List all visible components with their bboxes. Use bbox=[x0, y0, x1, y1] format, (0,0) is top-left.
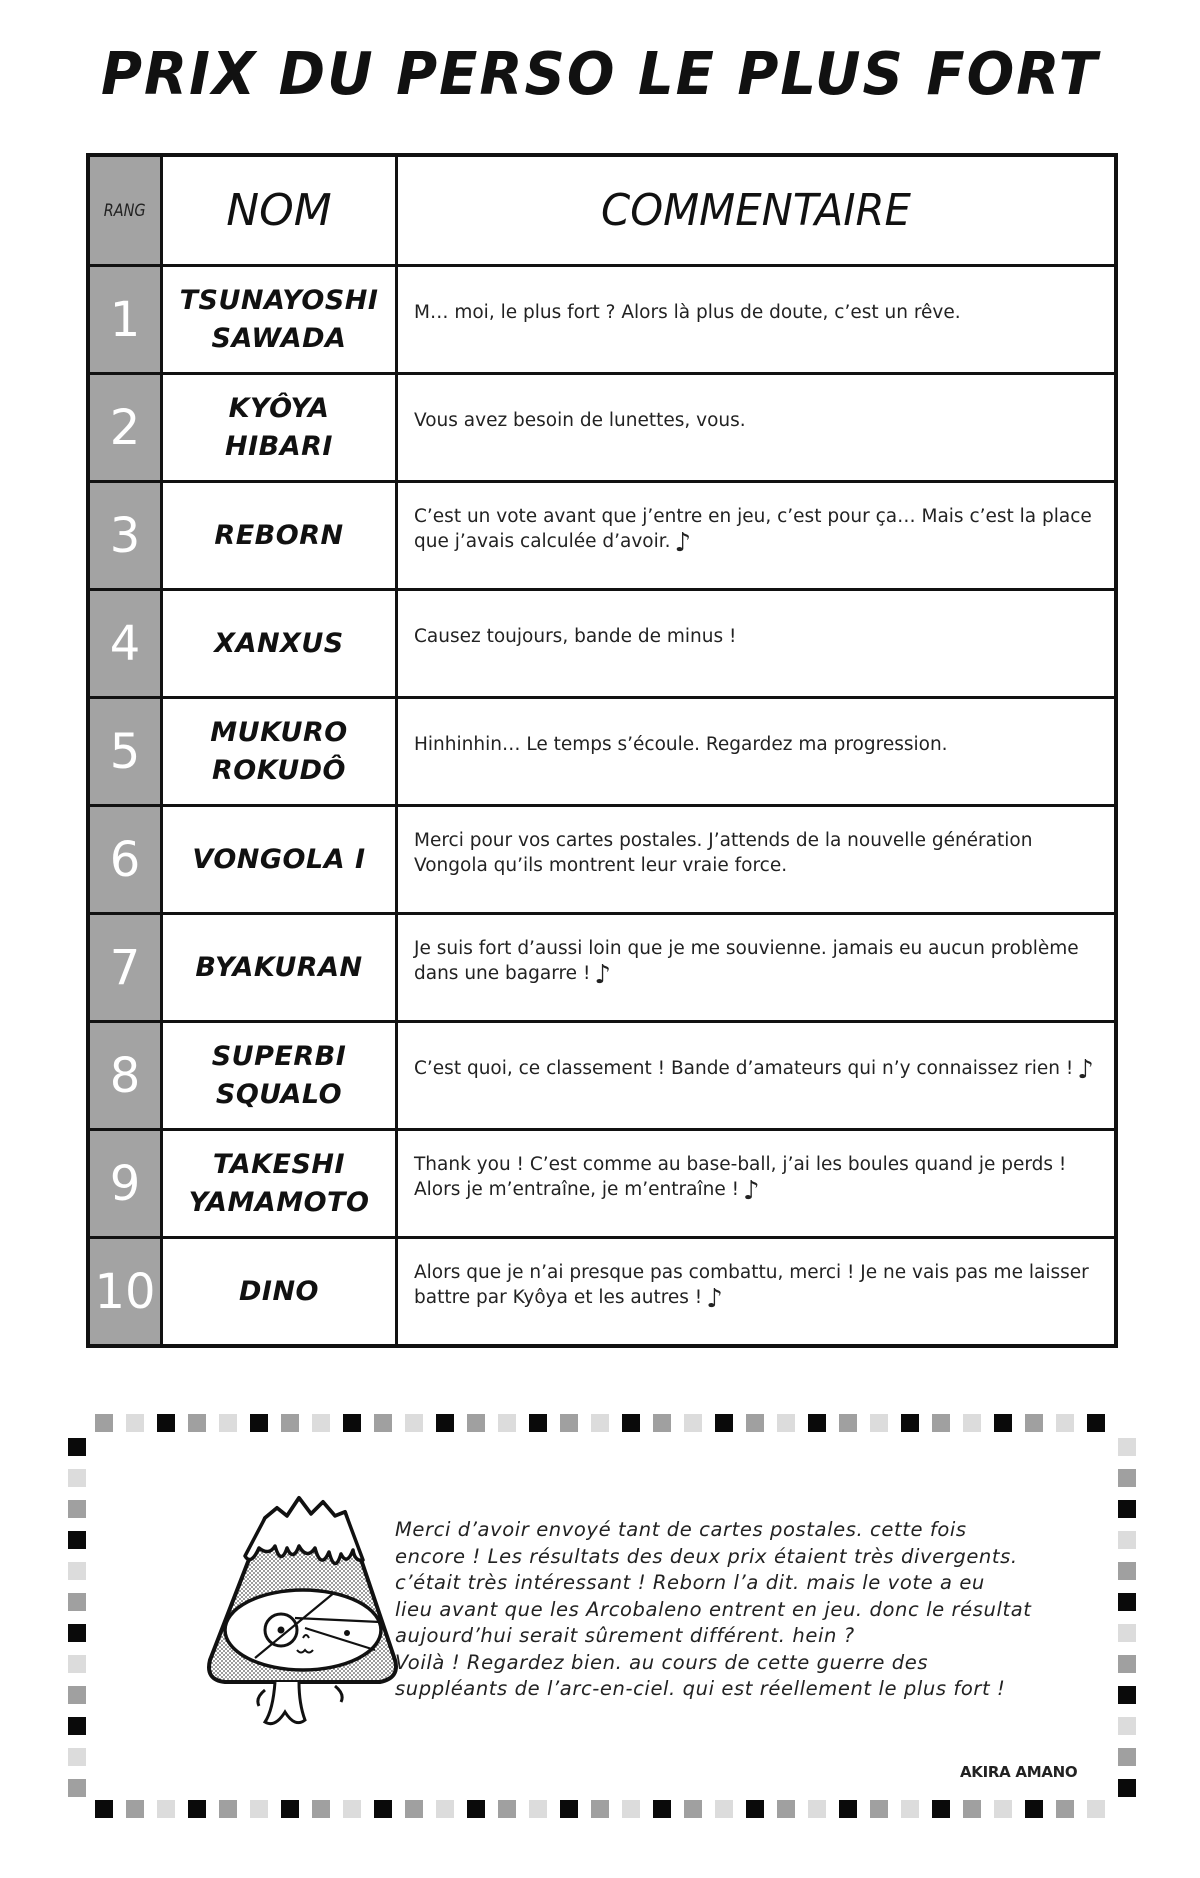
table-row bbox=[90, 1020, 1114, 1128]
frame-square bbox=[994, 1414, 1012, 1432]
comment-body: Thank you ! C’est comme au base-ball, j’ai les boules quand je perds ! Alors je m’entraîne, je m’entraîne ! bbox=[414, 1153, 1067, 1200]
name-cell bbox=[163, 1131, 398, 1236]
frame-square bbox=[126, 1414, 144, 1432]
comment-body: Causez toujours, bande de minus ! bbox=[414, 626, 737, 647]
table-row bbox=[90, 696, 1114, 804]
frame-square bbox=[808, 1414, 826, 1432]
frame-square bbox=[808, 1800, 826, 1818]
frame-square bbox=[591, 1800, 609, 1818]
frame-square bbox=[994, 1800, 1012, 1818]
frame-square bbox=[591, 1414, 609, 1432]
frame-square bbox=[498, 1414, 516, 1432]
character-name: XANXUS bbox=[214, 627, 344, 659]
table-row bbox=[90, 480, 1114, 588]
frame-square bbox=[1118, 1717, 1136, 1735]
frame-square bbox=[374, 1414, 392, 1432]
frame-square bbox=[188, 1800, 206, 1818]
header-comment: COMMENTAIRE bbox=[601, 185, 911, 236]
table-row bbox=[90, 912, 1114, 1020]
frame-square bbox=[219, 1800, 237, 1818]
rank-number: 7 bbox=[109, 939, 141, 996]
frame-square bbox=[529, 1800, 547, 1818]
frame-square bbox=[436, 1800, 454, 1818]
comment-text bbox=[414, 732, 952, 759]
comment-cell bbox=[398, 483, 1114, 588]
frame-square bbox=[95, 1800, 113, 1818]
frame-square bbox=[653, 1414, 671, 1432]
rank-number: 3 bbox=[109, 507, 141, 564]
frame-square bbox=[68, 1438, 86, 1456]
frame-square bbox=[405, 1800, 423, 1818]
music-note-icon: ♪ bbox=[594, 959, 611, 990]
table-row bbox=[90, 804, 1114, 912]
comment-cell bbox=[398, 1023, 1114, 1128]
frame-square bbox=[1118, 1779, 1136, 1797]
name-cell bbox=[163, 807, 398, 912]
frame-square bbox=[405, 1414, 423, 1432]
comment-text bbox=[414, 936, 1098, 988]
frame-square bbox=[1118, 1500, 1136, 1518]
frame-square bbox=[157, 1800, 175, 1818]
comment-body: M… moi, le plus fort ? Alors là plus de doute, c’est un rêve. bbox=[414, 302, 961, 323]
comment-body: Vous avez besoin de lunettes, vous. bbox=[414, 410, 746, 431]
frame-square bbox=[188, 1414, 206, 1432]
frame-square bbox=[1118, 1686, 1136, 1704]
table-row bbox=[90, 1236, 1114, 1344]
volcano-mascot-icon bbox=[195, 1490, 410, 1735]
frame-square bbox=[343, 1800, 361, 1818]
frame-square bbox=[1056, 1800, 1074, 1818]
comment-body: Hinhinhin… Le temps s’écoule. Regardez ma progression. bbox=[414, 734, 948, 755]
music-note-icon: ♪ bbox=[674, 527, 692, 558]
frame-square bbox=[68, 1655, 86, 1673]
comment-text bbox=[414, 624, 740, 651]
frame-square bbox=[498, 1800, 516, 1818]
ranking-table bbox=[86, 153, 1118, 1348]
frame-square bbox=[560, 1414, 578, 1432]
name-cell bbox=[163, 1239, 398, 1344]
rank-cell bbox=[90, 483, 163, 588]
rank-number: 10 bbox=[94, 1263, 156, 1320]
frame-square bbox=[1087, 1414, 1105, 1432]
frame-square bbox=[1118, 1562, 1136, 1580]
frame-square bbox=[1118, 1624, 1136, 1642]
header-name-cell bbox=[163, 157, 398, 264]
comment-body: C’est un vote avant que j’entre en jeu, c’est pour ça… Mais c’est la place que j’avais calculée d’avoir. bbox=[414, 505, 1092, 552]
comment-cell bbox=[398, 375, 1114, 480]
frame-square bbox=[715, 1800, 733, 1818]
comment-cell bbox=[398, 807, 1114, 912]
rank-cell bbox=[90, 591, 163, 696]
comment-text bbox=[414, 300, 965, 327]
music-note-icon: ♪ bbox=[1077, 1055, 1094, 1085]
table-header-row bbox=[90, 157, 1114, 264]
frame-square bbox=[157, 1414, 175, 1432]
frame-square bbox=[1118, 1438, 1136, 1456]
table-row bbox=[90, 264, 1114, 372]
table-row bbox=[90, 588, 1114, 696]
frame-square bbox=[68, 1500, 86, 1518]
comment-text bbox=[414, 828, 1098, 880]
frame-square bbox=[436, 1414, 454, 1432]
comment-text bbox=[414, 408, 750, 435]
frame-square bbox=[68, 1748, 86, 1766]
frame-square bbox=[653, 1800, 671, 1818]
frame-square bbox=[1056, 1414, 1074, 1432]
character-name: BYAKURAN bbox=[195, 951, 363, 983]
frame-square bbox=[963, 1414, 981, 1432]
comment-text bbox=[414, 504, 1098, 556]
frame-square bbox=[68, 1593, 86, 1611]
comment-cell bbox=[398, 699, 1114, 804]
table-row bbox=[90, 372, 1114, 480]
frame-square bbox=[1118, 1593, 1136, 1611]
frame-square bbox=[467, 1414, 485, 1432]
frame-square bbox=[68, 1779, 86, 1797]
frame-square bbox=[1087, 1800, 1105, 1818]
comment-cell bbox=[398, 915, 1114, 1020]
rank-cell bbox=[90, 267, 163, 372]
rank-number: 1 bbox=[109, 291, 141, 348]
frame-square bbox=[901, 1414, 919, 1432]
header-rank: RANG bbox=[104, 200, 146, 221]
frame-square bbox=[777, 1800, 795, 1818]
header-rank-cell bbox=[90, 157, 163, 264]
rank-cell bbox=[90, 1023, 163, 1128]
frame-square bbox=[715, 1414, 733, 1432]
frame-square bbox=[68, 1717, 86, 1735]
frame-square bbox=[467, 1800, 485, 1818]
character-name: KYÔYA HIBARI bbox=[225, 392, 333, 462]
name-cell bbox=[163, 1023, 398, 1128]
frame-square bbox=[68, 1531, 86, 1549]
frame-square bbox=[281, 1414, 299, 1432]
rank-cell bbox=[90, 699, 163, 804]
frame-square bbox=[1025, 1800, 1043, 1818]
character-name: VONGOLA I bbox=[192, 843, 366, 875]
frame-square bbox=[746, 1414, 764, 1432]
comment-text bbox=[414, 1260, 1098, 1312]
name-cell bbox=[163, 699, 398, 804]
comment-body: Alors que je n’ai presque pas combattu, merci ! Je ne vais pas me laisser battre par Kyôya et les autres ! bbox=[414, 1261, 1089, 1308]
frame-square bbox=[281, 1800, 299, 1818]
frame-square bbox=[560, 1800, 578, 1818]
character-name: REBORN bbox=[214, 519, 344, 551]
author-signature: AKIRA AMANO bbox=[960, 1763, 1078, 1781]
frame-square bbox=[68, 1686, 86, 1704]
character-name: TAKESHI YAMAMOTO bbox=[188, 1148, 370, 1218]
frame-square bbox=[901, 1800, 919, 1818]
table-row bbox=[90, 1128, 1114, 1236]
rank-number: 6 bbox=[109, 831, 141, 888]
comment-text bbox=[414, 1152, 1098, 1204]
comment-text bbox=[414, 1056, 1094, 1083]
name-cell bbox=[163, 591, 398, 696]
page-title: PRIX DU PERSO LE PLUS FORT bbox=[100, 40, 1100, 109]
frame-square bbox=[1118, 1469, 1136, 1487]
frame-square bbox=[95, 1414, 113, 1432]
frame-square bbox=[312, 1414, 330, 1432]
rank-cell bbox=[90, 1131, 163, 1236]
frame-square bbox=[746, 1800, 764, 1818]
character-name: DINO bbox=[238, 1275, 319, 1307]
frame-square bbox=[870, 1800, 888, 1818]
frame-square bbox=[68, 1469, 86, 1487]
rank-cell bbox=[90, 915, 163, 1020]
frame-square bbox=[1118, 1655, 1136, 1673]
frame-square bbox=[68, 1562, 86, 1580]
frame-square bbox=[68, 1624, 86, 1642]
rank-cell bbox=[90, 375, 163, 480]
frame-square bbox=[1118, 1748, 1136, 1766]
comment-cell bbox=[398, 267, 1114, 372]
rank-cell bbox=[90, 807, 163, 912]
comment-body: Je suis fort d’aussi loin que je me souvienne. jamais eu aucun problème dans une bagarre ! bbox=[414, 937, 1079, 984]
character-name: TSUNAYOSHI SAWADA bbox=[179, 284, 379, 354]
frame-square bbox=[963, 1800, 981, 1818]
frame-square bbox=[529, 1414, 547, 1432]
frame-square bbox=[932, 1800, 950, 1818]
music-note-icon: ♪ bbox=[706, 1283, 723, 1314]
comment-body: Merci pour vos cartes postales. J’attends de la nouvelle génération Vongola qu’ils montrent leur vraie force. bbox=[414, 829, 1033, 876]
frame-square bbox=[343, 1414, 361, 1432]
frame-square bbox=[839, 1800, 857, 1818]
author-note-text: Merci d’avoir envoyé tant de cartes postales. cette fois encore ! Les résultats des deux prix étaient très divergents. c’était très intéressant ! Reborn l’a dit. mais le vote a eu lieu avant que les Arcobaleno entrent en jeu. donc le résultat aujourd’hui serait sûrement différent. hein ? Voilà ! Regardez bien. au cours de cette guerre des suppléants de l’arc-en-ciel. qui est réellement le plus fort ! bbox=[395, 1518, 1032, 1700]
frame-square bbox=[870, 1414, 888, 1432]
frame-square bbox=[777, 1414, 795, 1432]
name-cell bbox=[163, 915, 398, 1020]
frame-square bbox=[126, 1800, 144, 1818]
rank-cell bbox=[90, 1239, 163, 1344]
frame-square bbox=[374, 1800, 392, 1818]
comment-cell bbox=[398, 591, 1114, 696]
frame-square bbox=[1025, 1414, 1043, 1432]
frame-square bbox=[622, 1414, 640, 1432]
frame-square bbox=[684, 1414, 702, 1432]
frame-square bbox=[839, 1414, 857, 1432]
character-name: SUPERBI SQUALO bbox=[211, 1040, 347, 1110]
rank-number: 4 bbox=[109, 615, 141, 672]
frame-square bbox=[219, 1414, 237, 1432]
name-cell bbox=[163, 375, 398, 480]
comment-cell bbox=[398, 1239, 1114, 1344]
comment-cell bbox=[398, 1131, 1114, 1236]
rank-number: 9 bbox=[109, 1155, 141, 1212]
name-cell bbox=[163, 483, 398, 588]
comment-body: C’est quoi, ce classement ! Bande d’amateurs qui n’y connaissez rien ! bbox=[414, 1058, 1074, 1079]
frame-square bbox=[932, 1414, 950, 1432]
frame-square bbox=[684, 1800, 702, 1818]
frame-square bbox=[622, 1800, 640, 1818]
character-name: MUKURO ROKUDÔ bbox=[210, 716, 348, 786]
name-cell bbox=[163, 267, 398, 372]
rank-number: 2 bbox=[109, 399, 141, 456]
rank-number: 8 bbox=[109, 1047, 141, 1104]
frame-square bbox=[250, 1800, 268, 1818]
frame-square bbox=[250, 1414, 268, 1432]
header-name: NOM bbox=[226, 185, 332, 236]
frame-square bbox=[312, 1800, 330, 1818]
rank-number: 5 bbox=[109, 723, 141, 780]
music-note-icon: ♪ bbox=[743, 1175, 760, 1206]
frame-square bbox=[1118, 1531, 1136, 1549]
